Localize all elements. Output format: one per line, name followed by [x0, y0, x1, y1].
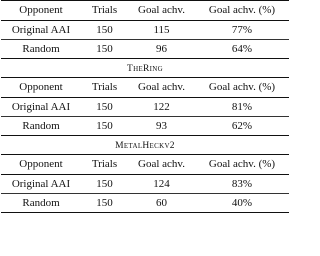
cell-opponent: Original AAI [1, 98, 81, 117]
cell-goal: 60 [128, 194, 195, 213]
results-table-1 [1, 0, 289, 59]
cell-trials: 150 [81, 175, 128, 194]
header-goal-pct: Goal achv. (%) [195, 78, 289, 98]
cell-goal-pct: 83% [195, 175, 289, 194]
cell-trials: 150 [81, 194, 128, 213]
cell-opponent: Original AAI [1, 175, 81, 194]
table-row [1, 98, 289, 117]
header-goal-pct: Goal achv. (%) [195, 1, 289, 21]
results-tables [1, 0, 289, 213]
cell-goal: 124 [128, 175, 195, 194]
results-table-3 [1, 154, 289, 213]
cell-goal: 122 [128, 98, 195, 117]
header-trials: Trials [81, 155, 128, 175]
cell-trials: 150 [81, 21, 128, 40]
table-header-row [1, 155, 289, 175]
cell-goal-pct: 77% [195, 21, 289, 40]
cell-trials: 150 [81, 117, 128, 136]
section-title-thering: TheRing [126, 64, 163, 74]
cell-goal-pct: 81% [195, 98, 289, 117]
table-row [1, 194, 289, 213]
table-row [1, 175, 289, 194]
header-goal: Goal achv. [128, 1, 195, 21]
cell-opponent: Original AAI [1, 21, 81, 40]
header-goal: Goal achv. [128, 78, 195, 98]
cell-goal: 93 [128, 117, 195, 136]
header-goal: Goal achv. [128, 155, 195, 175]
table-row [1, 117, 289, 136]
cell-opponent: Random [1, 40, 81, 59]
header-opponent: Opponent [1, 78, 81, 98]
cell-opponent: Random [1, 117, 81, 136]
header-trials: Trials [81, 1, 128, 21]
table-row [1, 40, 289, 59]
cell-trials: 150 [81, 98, 128, 117]
header-opponent: Opponent [1, 1, 81, 21]
header-goal-pct: Goal achv. (%) [195, 155, 289, 175]
results-table-2 [1, 77, 289, 136]
cell-goal-pct: 40% [195, 194, 289, 213]
cell-goal-pct: 64% [195, 40, 289, 59]
cell-opponent: Random [1, 194, 81, 213]
header-opponent: Opponent [1, 155, 81, 175]
table-row [1, 21, 289, 40]
cell-goal: 115 [128, 21, 195, 40]
cell-goal-pct: 62% [195, 117, 289, 136]
header-trials: Trials [81, 78, 128, 98]
table-header-row [1, 78, 289, 98]
cell-goal: 96 [128, 40, 195, 59]
cell-trials: 150 [81, 40, 128, 59]
table-header-row [1, 1, 289, 21]
section-title-metalheckv2: MetalHeckv2 [115, 141, 175, 151]
